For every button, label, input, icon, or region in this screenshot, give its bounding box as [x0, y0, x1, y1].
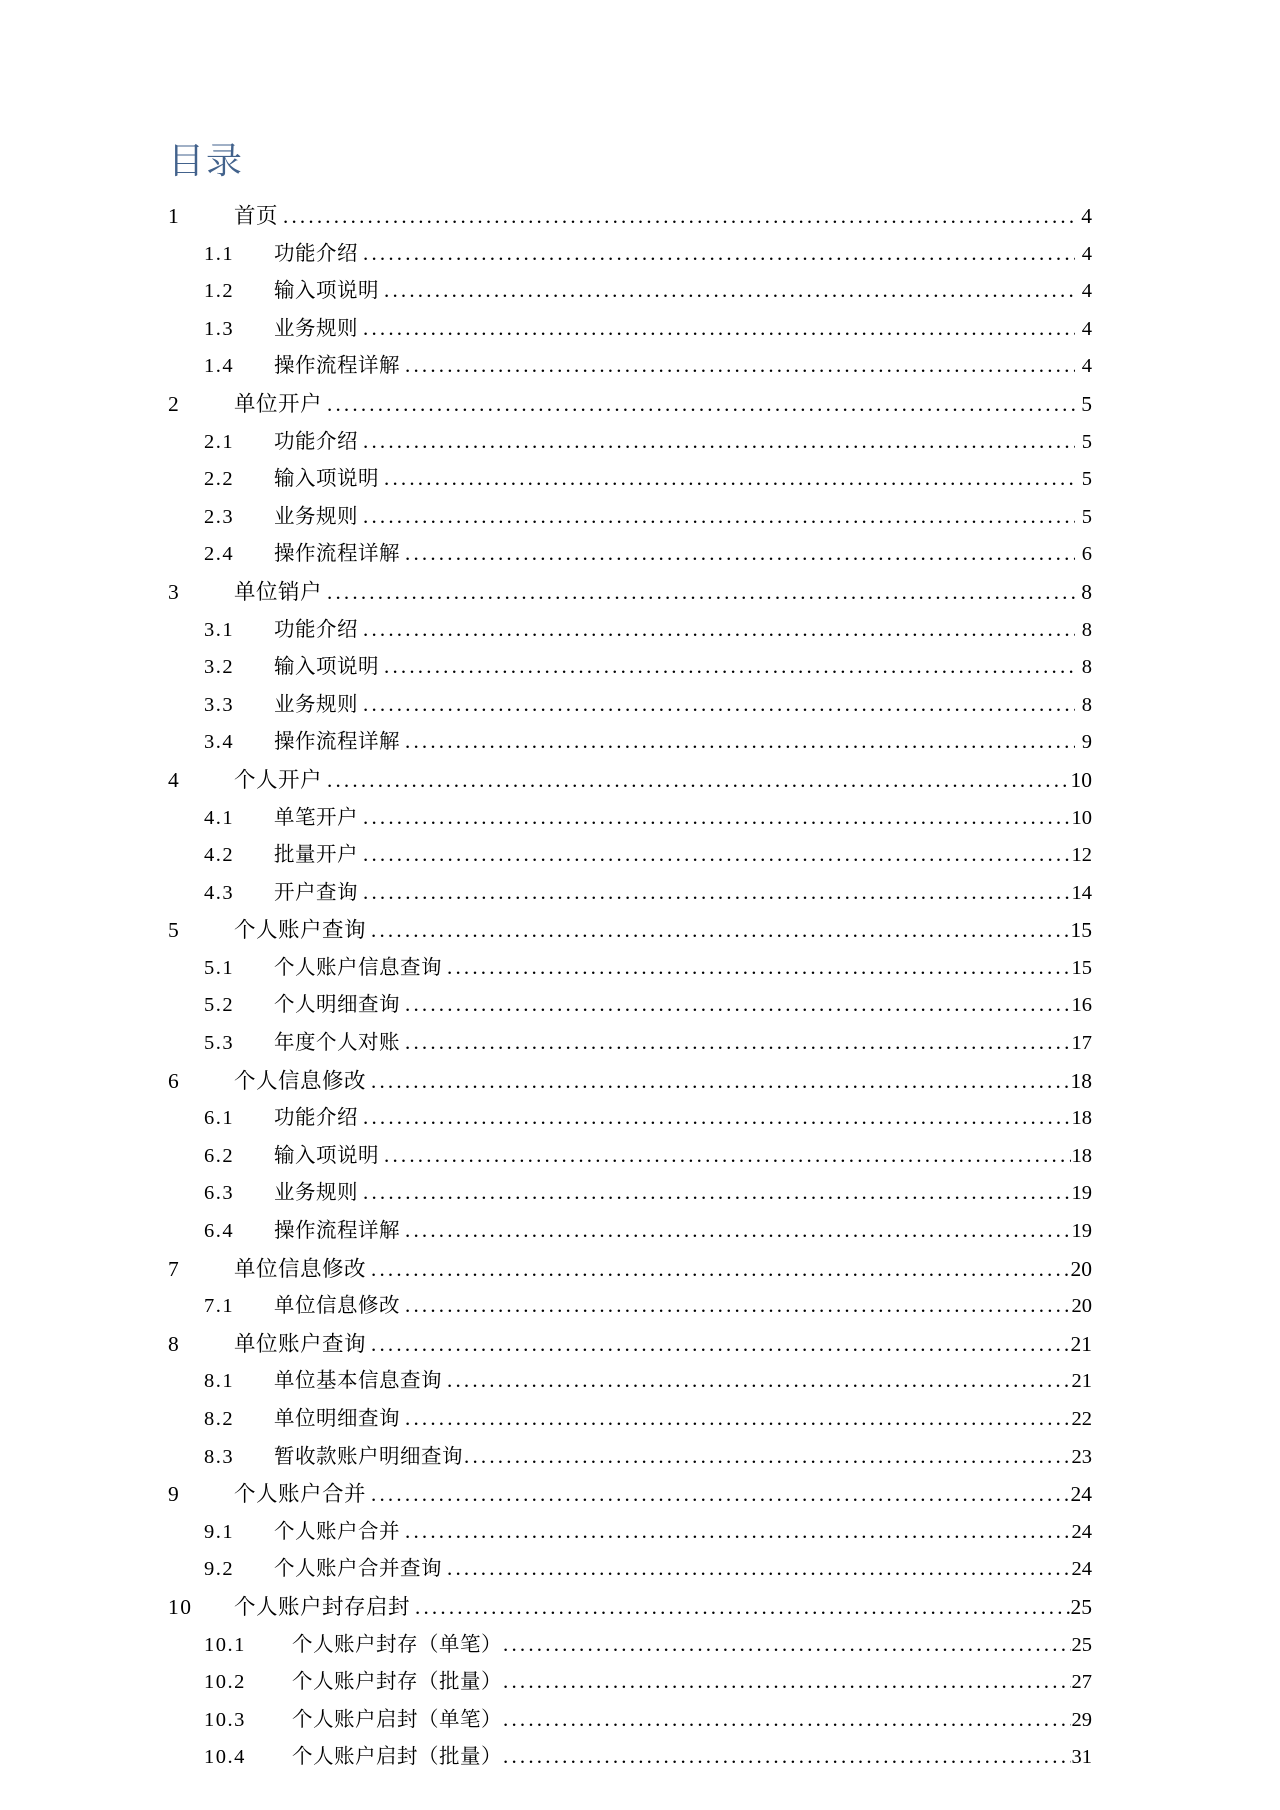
toc-entry-label: 输入项说明	[274, 656, 379, 679]
toc-entry-label: 批量开户	[274, 844, 358, 867]
toc-entry[interactable]	[168, 1739, 1092, 1777]
toc-dot-leader	[371, 1071, 1069, 1093]
toc-entry-label: 个人账户启封（单笔）	[292, 1708, 502, 1731]
toc-entry-number: 6.4	[204, 1220, 235, 1243]
table-of-contents	[168, 138, 1092, 1777]
toc-dot-leader	[405, 1295, 1071, 1316]
toc-entry-label: 功能介绍	[274, 1107, 358, 1130]
toc-dot-leader	[363, 431, 1075, 452]
toc-entry[interactable]	[168, 386, 1092, 424]
toc-entry-page-number: 4	[1081, 280, 1092, 303]
toc-entry-number: 9.2	[204, 1558, 235, 1581]
toc-entry-number: 4.1	[204, 806, 235, 829]
toc-entry-label: 个人信息修改	[234, 1068, 367, 1093]
toc-dot-leader	[447, 957, 1071, 978]
toc-entry-number: 2.4	[204, 543, 235, 566]
toc-dot-leader	[327, 394, 1075, 416]
toc-entry-number: 10.2	[204, 1671, 246, 1694]
toc-entry[interactable]	[168, 762, 1092, 800]
toc-entry-number: 5.2	[204, 994, 235, 1017]
toc-entry-number: 2	[168, 391, 181, 416]
toc-entry-number: 1.1	[204, 242, 235, 265]
toc-dot-leader	[363, 506, 1075, 527]
toc-entry-number: 3.2	[204, 656, 235, 679]
toc-entry-label: 功能介绍	[274, 618, 358, 641]
toc-entry-number: 5.1	[204, 956, 235, 979]
toc-dot-leader	[371, 920, 1069, 942]
toc-entry-label: 暂收款账户明细查询	[274, 1445, 463, 1468]
toc-entry[interactable]	[168, 1702, 1092, 1740]
toc-dot-leader	[363, 882, 1071, 903]
toc-entry-page-number: 8	[1081, 656, 1092, 679]
toc-entry[interactable]	[168, 499, 1092, 537]
toc-entry[interactable]	[168, 1025, 1092, 1063]
toc-entry-label: 操作流程详解	[274, 1220, 400, 1243]
toc-dot-leader	[363, 694, 1075, 715]
toc-entry-label: 个人账户封存启封	[234, 1594, 411, 1619]
toc-entry-page-number: 6	[1081, 543, 1092, 566]
toc-dot-leader	[384, 280, 1075, 301]
toc-entry-page-number: 18	[1071, 1107, 1092, 1130]
toc-entry-number: 7.1	[204, 1295, 235, 1318]
toc-entry-page-number: 15	[1070, 918, 1092, 943]
toc-entry-page-number: 8	[1081, 693, 1092, 716]
toc-entry-label: 功能介绍	[274, 242, 358, 265]
toc-entry-list	[168, 198, 1092, 1777]
toc-entry-number: 6.3	[204, 1182, 235, 1205]
toc-entry[interactable]	[168, 1326, 1092, 1364]
toc-entry-label: 单位开户	[234, 391, 323, 416]
toc-dot-leader	[405, 1220, 1071, 1241]
toc-dot-leader	[384, 656, 1075, 677]
toc-entry-page-number: 10	[1071, 806, 1092, 829]
toc-entry[interactable]	[168, 612, 1092, 650]
toc-dot-leader	[405, 994, 1071, 1015]
toc-entry-page-number: 15	[1071, 956, 1092, 979]
toc-entry-number: 2.3	[204, 505, 235, 528]
toc-entry-page-number: 23	[1071, 1445, 1092, 1468]
toc-entry-number: 3	[168, 579, 181, 604]
toc-entry-number: 10.1	[204, 1633, 246, 1656]
toc-entry[interactable]	[168, 574, 1092, 612]
toc-entry[interactable]	[168, 875, 1092, 913]
toc-entry-page-number: 18	[1071, 1144, 1092, 1167]
toc-entry-page-number: 17	[1071, 1032, 1092, 1055]
toc-entry-page-number: 24	[1070, 1482, 1092, 1507]
toc-entry-label: 单位基本信息查询	[274, 1370, 442, 1393]
toc-entry-number: 1.3	[204, 317, 235, 340]
toc-dot-leader	[405, 731, 1075, 752]
toc-entry-number: 8.1	[204, 1370, 235, 1393]
toc-entry-page-number: 25	[1071, 1633, 1092, 1656]
toc-entry-number: 7	[168, 1256, 181, 1281]
toc-dot-leader	[464, 1446, 1071, 1467]
toc-entry-number: 3.3	[204, 693, 235, 716]
toc-entry[interactable]	[168, 311, 1092, 349]
toc-dot-leader	[447, 1558, 1071, 1579]
toc-entry-label: 个人账户合并	[234, 1482, 367, 1507]
toc-entry-page-number: 12	[1071, 844, 1092, 867]
toc-entry-label: 单笔开户	[274, 806, 358, 829]
toc-entry-label: 单位信息修改	[274, 1295, 400, 1318]
toc-dot-leader	[371, 1259, 1069, 1281]
toc-dot-leader	[363, 318, 1075, 339]
toc-entry[interactable]	[168, 1664, 1092, 1702]
toc-entry[interactable]	[168, 1213, 1092, 1251]
toc-entry-page-number: 9	[1081, 731, 1092, 754]
toc-dot-leader	[363, 844, 1071, 865]
toc-entry[interactable]	[168, 987, 1092, 1025]
toc-entry-page-number: 31	[1071, 1746, 1092, 1769]
toc-dot-leader	[363, 243, 1075, 264]
toc-entry-number: 5	[168, 918, 181, 943]
toc-entry-page-number: 4	[1081, 204, 1092, 228]
toc-entry-label: 单位信息修改	[234, 1256, 367, 1281]
toc-dot-leader	[503, 1746, 1071, 1767]
toc-entry-page-number: 25	[1070, 1594, 1092, 1619]
toc-entry-number: 4.3	[204, 881, 235, 904]
toc-entry[interactable]	[168, 1514, 1092, 1552]
toc-entry[interactable]	[168, 1175, 1092, 1213]
toc-entry[interactable]	[168, 1138, 1092, 1176]
toc-entry-label: 个人开户	[234, 767, 323, 792]
toc-entry-number: 4.2	[204, 844, 235, 867]
toc-dot-leader	[327, 770, 1069, 792]
toc-entry-number: 9.1	[204, 1520, 235, 1543]
toc-entry-label: 个人账户封存（单笔）	[292, 1633, 502, 1656]
toc-entry-page-number: 18	[1070, 1068, 1092, 1093]
toc-entry[interactable]	[168, 348, 1092, 386]
toc-entry[interactable]	[168, 1476, 1092, 1514]
toc-entry-page-number: 8	[1081, 618, 1092, 641]
toc-entry-page-number: 4	[1081, 355, 1092, 378]
toc-entry-number: 6.2	[204, 1144, 235, 1167]
toc-entry-page-number: 20	[1071, 1295, 1092, 1318]
toc-entry-number: 1.4	[204, 355, 235, 378]
toc-entry-number: 3.1	[204, 618, 235, 641]
toc-entry[interactable]	[168, 950, 1092, 988]
toc-entry-number: 9	[168, 1482, 181, 1507]
toc-entry-page-number: 5	[1081, 391, 1092, 416]
toc-entry-label: 业务规则	[274, 505, 358, 528]
toc-entry-page-number: 24	[1071, 1520, 1092, 1543]
toc-entry-number: 8.3	[204, 1445, 235, 1468]
toc-entry-label: 首页	[234, 204, 279, 228]
toc-entry-label: 个人明细查询	[274, 994, 400, 1017]
toc-entry-label: 业务规则	[274, 693, 358, 716]
toc-dot-leader	[371, 1334, 1069, 1356]
toc-entry-page-number: 5	[1081, 430, 1092, 453]
toc-entry-label: 业务规则	[274, 1182, 358, 1205]
toc-entry-label: 单位明细查询	[274, 1408, 400, 1430]
toc-entry-page-number: 24	[1071, 1558, 1092, 1581]
toc-entry-number: 10.3	[204, 1708, 246, 1731]
toc-dot-leader	[363, 1182, 1071, 1203]
toc-dot-leader	[283, 206, 1075, 228]
toc-entry-page-number: 22	[1071, 1408, 1092, 1430]
toc-dot-leader	[384, 468, 1075, 489]
toc-entry[interactable]	[168, 1363, 1092, 1401]
toc-entry-label: 个人账户查询	[234, 918, 367, 943]
toc-entry-number: 2.1	[204, 430, 235, 453]
toc-entry-page-number: 16	[1071, 994, 1092, 1017]
page-title: 目录	[168, 141, 245, 181]
toc-entry-page-number: 10	[1070, 767, 1092, 792]
toc-entry[interactable]	[168, 198, 1092, 236]
toc-entry[interactable]	[168, 1100, 1092, 1138]
toc-entry-number: 1.2	[204, 280, 235, 303]
toc-entry-page-number: 5	[1081, 505, 1092, 528]
toc-dot-leader	[371, 1484, 1069, 1506]
toc-entry-label: 输入项说明	[274, 468, 379, 491]
toc-entry[interactable]	[168, 1551, 1092, 1589]
toc-dot-leader	[503, 1671, 1071, 1692]
toc-entry-page-number: 5	[1081, 468, 1092, 491]
toc-entry-number: 1	[168, 204, 181, 228]
toc-entry-number: 8	[168, 1331, 181, 1356]
toc-entry-label: 个人账户信息查询	[274, 956, 442, 979]
toc-dot-leader	[363, 807, 1071, 828]
toc-entry-page-number: 29	[1071, 1708, 1092, 1731]
toc-entry-number: 5.3	[204, 1032, 235, 1055]
toc-entry-number: 10.4	[204, 1746, 246, 1769]
toc-entry-label: 输入项说明	[274, 1144, 379, 1167]
toc-entry[interactable]	[168, 1063, 1092, 1101]
toc-entry-label: 个人账户合并查询	[274, 1558, 442, 1581]
toc-entry-number: 3.4	[204, 731, 235, 754]
toc-entry-page-number: 21	[1070, 1331, 1092, 1356]
toc-entry-label: 功能介绍	[274, 430, 358, 453]
toc-dot-leader	[405, 1408, 1071, 1429]
toc-entry-page-number: 4	[1081, 242, 1092, 265]
toc-entry-label: 单位账户查询	[234, 1331, 367, 1356]
toc-entry[interactable]	[168, 687, 1092, 725]
toc-entry-label: 个人账户启封（批量）	[292, 1746, 502, 1769]
toc-entry[interactable]	[168, 424, 1092, 462]
toc-entry-number: 8.2	[204, 1408, 235, 1430]
toc-entry[interactable]	[168, 800, 1092, 838]
toc-entry[interactable]	[168, 536, 1092, 574]
toc-entry-label: 个人账户封存（批量）	[292, 1671, 502, 1694]
toc-entry[interactable]	[168, 1288, 1092, 1326]
toc-entry-page-number: 4	[1081, 317, 1092, 340]
toc-entry[interactable]	[168, 1251, 1092, 1289]
toc-entry-label: 开户查询	[274, 881, 358, 904]
toc-entry-label: 个人账户合并	[274, 1520, 400, 1543]
toc-entry-label: 业务规则	[274, 317, 358, 340]
toc-entry-page-number: 20	[1070, 1256, 1092, 1281]
toc-entry-page-number: 19	[1071, 1182, 1092, 1205]
toc-entry-number: 2.2	[204, 468, 235, 491]
toc-entry-number: 6.1	[204, 1107, 235, 1130]
toc-entry[interactable]	[168, 837, 1092, 875]
toc-entry[interactable]	[168, 724, 1092, 762]
toc-entry[interactable]	[168, 649, 1092, 687]
toc-entry-label: 输入项说明	[274, 280, 379, 303]
toc-entry-label: 年度个人对账	[274, 1032, 400, 1055]
toc-entry[interactable]	[168, 236, 1092, 274]
toc-dot-leader	[405, 543, 1075, 564]
toc-dot-leader	[415, 1597, 1069, 1619]
toc-entry[interactable]	[168, 912, 1092, 950]
toc-entry-page-number: 14	[1071, 881, 1092, 904]
toc-dot-leader	[384, 1145, 1071, 1166]
toc-dot-leader	[327, 582, 1075, 604]
toc-entry[interactable]	[168, 1439, 1092, 1477]
toc-dot-leader	[405, 1032, 1071, 1053]
toc-entry-number: 10	[168, 1594, 193, 1619]
toc-entry[interactable]	[168, 461, 1092, 499]
toc-dot-leader	[503, 1634, 1071, 1655]
toc-dot-leader	[405, 1521, 1071, 1542]
toc-entry-page-number: 8	[1081, 579, 1092, 604]
toc-dot-leader	[363, 1107, 1071, 1128]
toc-entry-page-number: 27	[1071, 1671, 1092, 1694]
toc-dot-leader	[363, 619, 1075, 640]
toc-dot-leader	[447, 1370, 1071, 1391]
toc-entry[interactable]	[168, 1401, 1092, 1439]
toc-entry-label: 操作流程详解	[274, 543, 400, 566]
toc-entry-label: 操作流程详解	[274, 731, 400, 754]
toc-entry[interactable]	[168, 1627, 1092, 1665]
toc-entry-label: 单位销户	[234, 579, 323, 604]
toc-dot-leader	[503, 1709, 1071, 1730]
toc-entry[interactable]	[168, 1589, 1092, 1627]
toc-entry-page-number: 19	[1071, 1220, 1092, 1243]
toc-entry-page-number: 21	[1071, 1370, 1092, 1393]
toc-dot-leader	[405, 355, 1075, 376]
toc-entry-number: 6	[168, 1068, 181, 1093]
toc-entry-label: 操作流程详解	[274, 355, 400, 378]
toc-entry[interactable]	[168, 273, 1092, 311]
toc-entry-number: 4	[168, 767, 181, 792]
